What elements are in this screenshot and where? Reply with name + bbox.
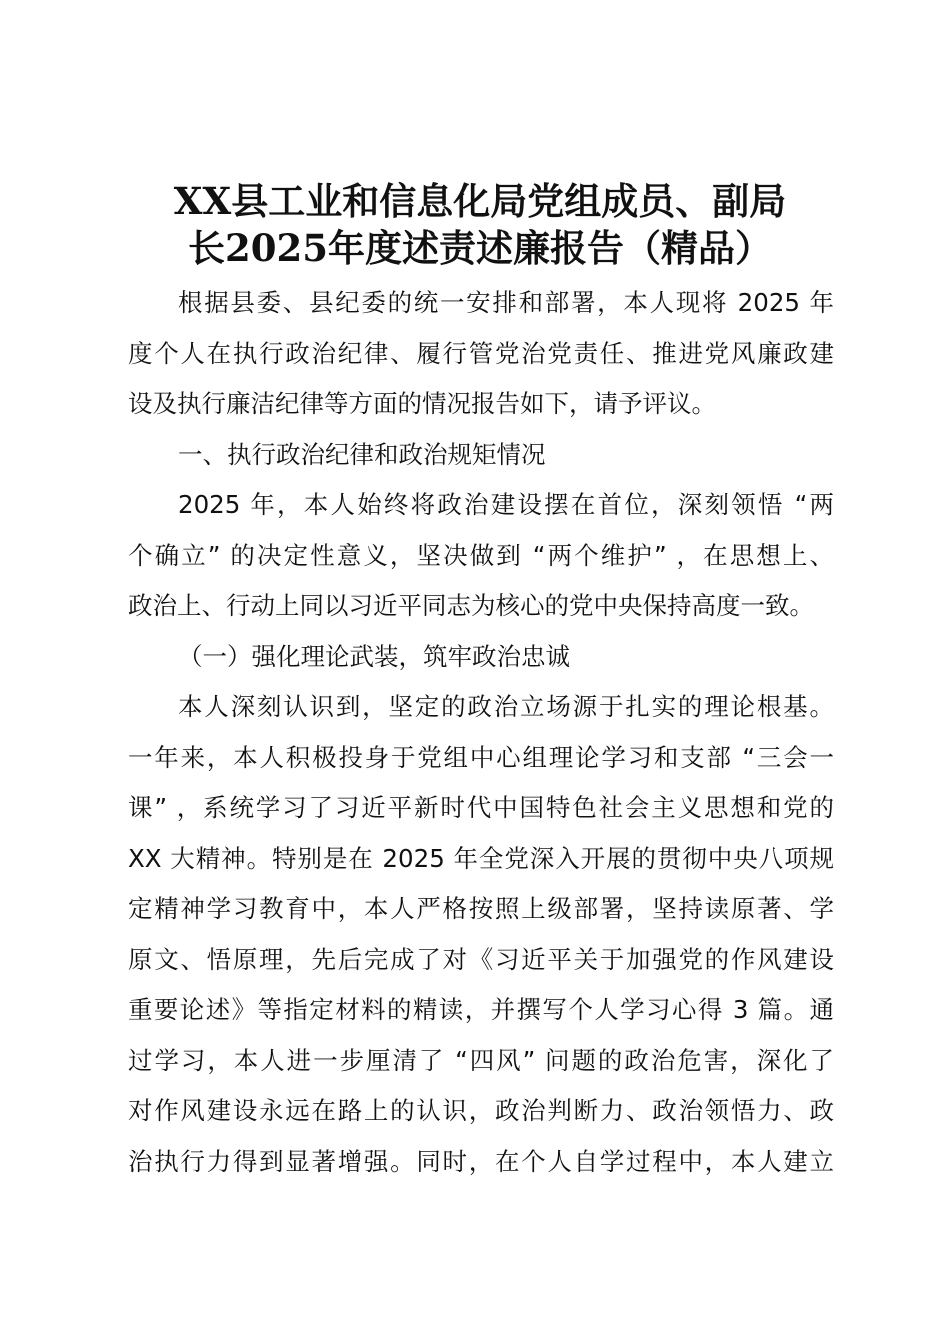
paragraph-line: XX 大精神。特别是在 2025 年全党深入开展的贯彻中央八项规 [128, 843, 834, 873]
title-line-2: 长2025年度述责述廉报告（精品） [188, 226, 772, 270]
section-heading: 一、执行政治纪律和政治规矩情况 [178, 439, 546, 469]
paragraph-line: 本人深刻认识到，坚定的政治立场源于扎实的理论根基。 [178, 692, 834, 721]
paragraph-line: 课” ，系统学习了习近平新时代中国特色社会主义思想和党的 [128, 793, 834, 822]
paragraph-line: 对作风建设永远在路上的认识，政治判断力、政治领悟力、政 [128, 1096, 834, 1125]
title-line-1: XX县工业和信息化局党组成员、副局 [173, 179, 787, 223]
paragraph-line: 政治上、行动上同以习近平同志为核心的党中央保持高度一致。 [128, 591, 814, 620]
paragraph-line: 原文、悟原理，先后完成了对《习近平关于加强党的作风建设 [128, 944, 834, 974]
paragraph-line: 根据县委、县纪委的统一安排和部署，本人现将 2025 年 [178, 288, 834, 317]
paragraph-line: 治执行力得到显著增强。同时，在个人自学过程中，本人建立 [128, 1146, 834, 1176]
paragraph-line: 重要论述》等指定材料的精读，并撰写个人学习心得 3 篇。通 [128, 995, 834, 1024]
subsection-heading: （一）强化理论武装，筑牢政治忠诚 [178, 641, 570, 671]
paragraph-line: 2025 年，本人始终将政治建设摆在首位，深刻领悟 “两 [178, 490, 834, 519]
paragraph-line: 个确立” 的决定性意义，坚决做到 “两个维护” ，在思想上、 [128, 540, 834, 570]
paragraph-line: 定精神学习教育中，本人严格按照上级部署，坚持读原著、学 [128, 894, 834, 923]
paragraph-line: 过学习，本人进一步厘清了 “四风” 问题的政治危害，深化了 [128, 1045, 834, 1075]
paragraph-line: 设及执行廉洁纪律等方面的情况报告如下，请予评议。 [128, 389, 716, 418]
paragraph-line: 一年来，本人积极投身于党组中心组理论学习和支部 “三会一 [128, 742, 834, 772]
document-title [120, 178, 840, 272]
document-body [128, 278, 834, 1187]
paragraph-line: 度个人在执行政治纪律、履行管党治党责任、推进党风廉政建 [128, 338, 834, 368]
